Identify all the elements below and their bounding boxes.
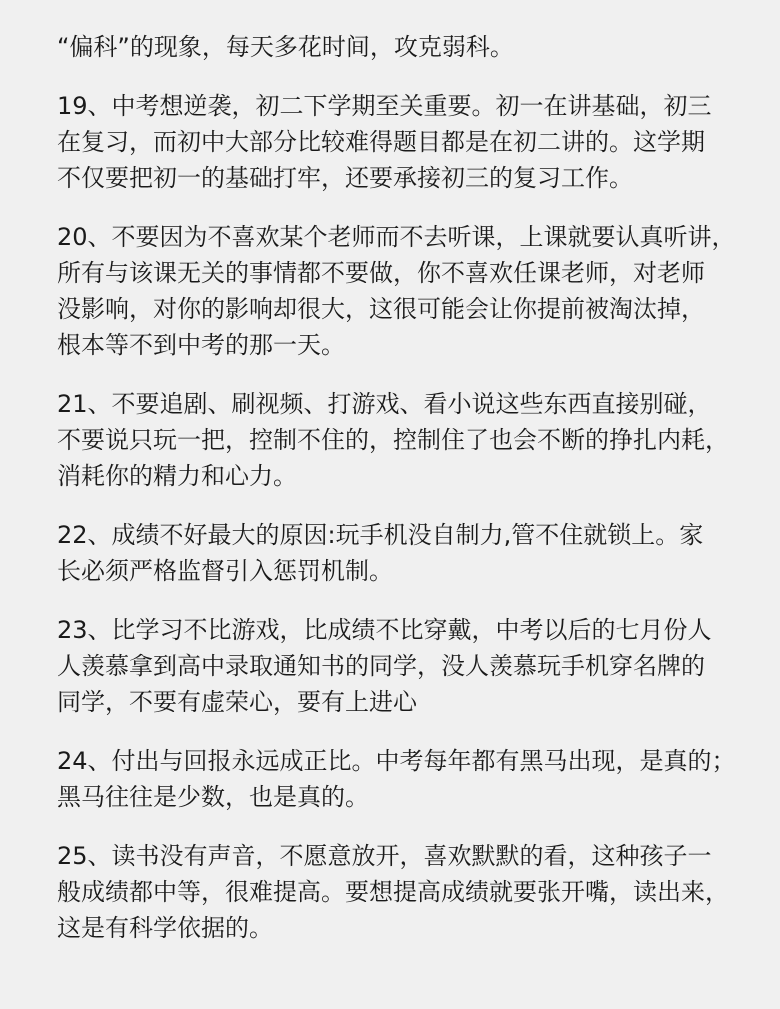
- text-line: 长必须严格监督引入惩罚机制。: [57, 557, 393, 585]
- text-line: 消耗你的精力和心力。: [57, 462, 297, 490]
- text-line: 25、读书没有声音，不愿意放开，喜欢默默的看，这种孩子一: [57, 842, 712, 870]
- text-line: 这是有科学依据的。: [57, 914, 273, 942]
- paragraph-24: [57, 743, 737, 815]
- text-line: 人羡慕拿到高中录取通知书的同学，没人羡慕玩手机穿名牌的: [57, 652, 705, 680]
- text-line: 23、比学习不比游戏，比成绩不比穿戴，中考以后的七月份人: [57, 616, 712, 644]
- paragraph-20: [57, 219, 737, 363]
- text-line: 黑马往往是少数，也是真的。: [57, 783, 369, 811]
- text-line: 19、中考想逆袭，初二下学期至关重要。初一在讲基础，初三: [57, 92, 712, 120]
- paragraph-21: [57, 386, 737, 494]
- paragraph-25: [57, 838, 737, 946]
- text-line: 没影响，对你的影响却很大，这很可能会让你提前被淘汰掉，: [57, 295, 705, 323]
- paragraph-19: [57, 88, 737, 196]
- text-line: 在复习，而初中大部分比较难得题目都是在初二讲的。这学期: [57, 128, 705, 156]
- text-line: 所有与该课无关的事情都不要做，你不喜欢任课老师，对老师: [57, 259, 705, 287]
- text-line: 24、付出与回报永远成正比。中考每年都有黑马出现，是真的；: [57, 747, 736, 775]
- text-line: 不要说只玩一把，控制不住的，控制住了也会不断的挣扎内耗，: [57, 426, 729, 454]
- paragraph-23: [57, 612, 737, 720]
- text-line: 20、不要因为不喜欢某个老师而不去听课，上课就要认真听讲，: [57, 223, 736, 251]
- text-line: 22、成绩不好最大的原因:玩手机没自制力,管不住就锁上。家: [57, 521, 704, 549]
- document-body: [57, 29, 737, 969]
- paragraph-intro: [57, 29, 737, 65]
- text-line: 般成绩都中等，很难提高。要想提高成绩就要张开嘴，读出来，: [57, 878, 729, 906]
- text-line: “偏科”的现象，每天多花时间，攻克弱科。: [57, 33, 514, 61]
- text-line: 21、不要追剧、刷视频、打游戏、看小说这些东西直接别碰，: [57, 390, 712, 418]
- text-line: 根本等不到中考的那一天。: [57, 331, 345, 359]
- text-line: 不仅要把初一的基础打牢，还要承接初三的复习工作。: [57, 164, 633, 192]
- text-line: 同学，不要有虚荣心，要有上进心: [57, 688, 417, 716]
- paragraph-22: [57, 517, 737, 589]
